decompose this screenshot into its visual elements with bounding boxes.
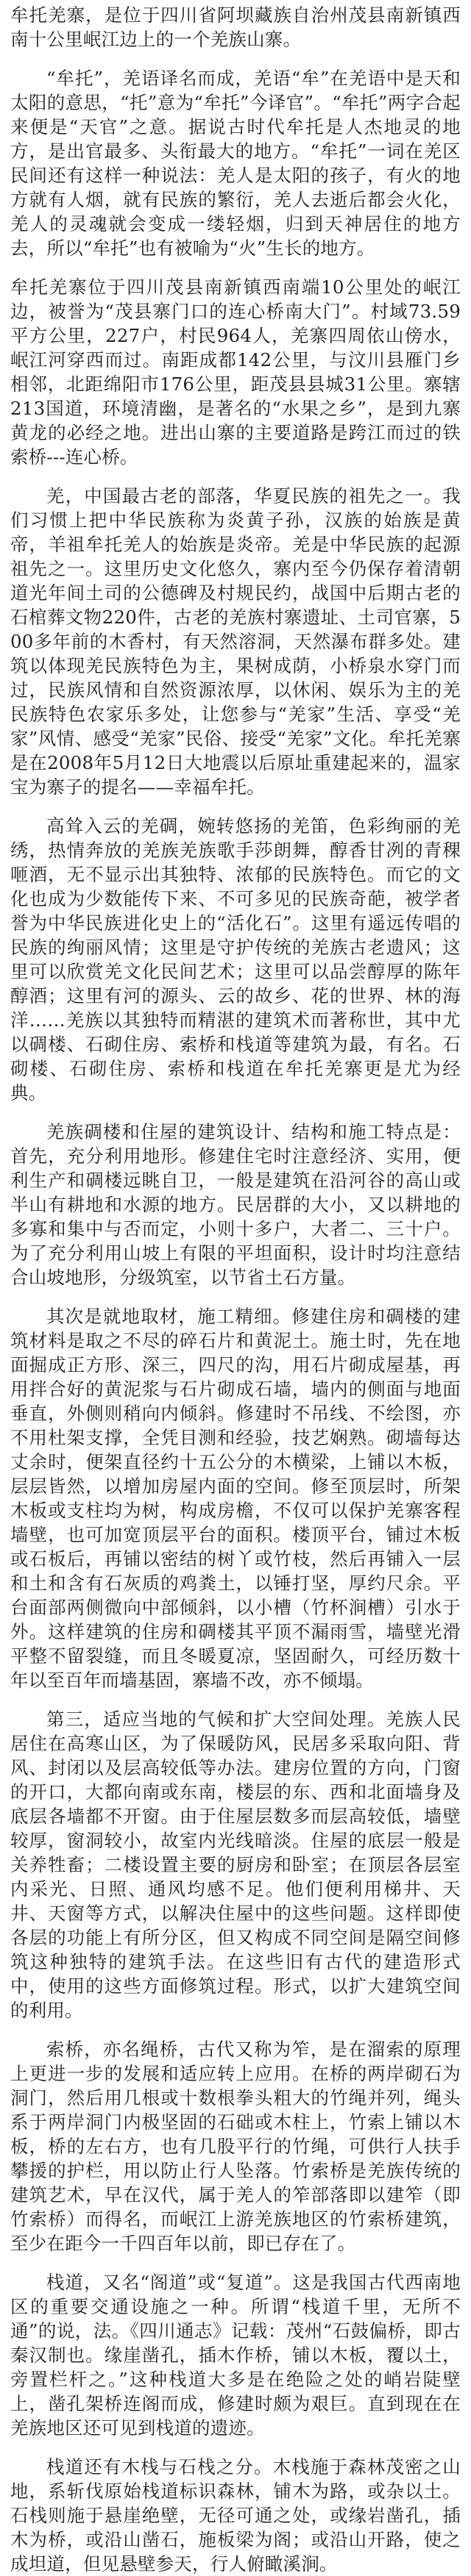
paragraph-location: 牟托羌寨位于四川茂县南新镇西南端10公里处的岷江边，被誉为“茂县寨门口的连心桥南大门”。村域73.59平方公里，227户，村民964人，羌寨四周依山傍水，岷江河穿西而过。南距成都142公里，与汶川县雁门乡相邻，北距绵阳市176公里，距茂县县城31公里。寨辖213国道，环境清幽，是著名的“水果之乡”，是到九寨黄龙的必经之地。进出山寨的主要道路是跨江而过的铁索桥---连心桥。 <box>10 276 461 468</box>
paragraph-rope-bridge: 索桥，亦名绳桥，古代又称为笮，是在溜索的原理上更进一步的发展和适应转上应用。在桥的两岸砌石为洞门，然后用几根或十数根拳头粗大的竹绳并列，绳头系于两岸洞门内极坚固的石础或木柱上，竹索上铺以木板，桥的左右方，也有几股平行的竹绳，可供行人扶手攀援的护栏，用以防止行人坠落。竹索桥是羌族传统的建筑艺术，早在汉代，属于羌人的笮部落即以建笮（即竹索桥）而得名，而岷江上游羌族地区的竹索桥建筑，至少在距今一千四百年以前，即已存在了。 <box>10 2039 461 2254</box>
paragraph-architecture-climate: 第三，适应当地的气候和扩大空间处理。羌族人民居住在高寒山区，为了保暖防风，民居多采取向阳、背风、封闭以及层高较低等办法。建房位置的方向，门窗的开口，大都向南或东南，楼层的东、西和北面墙身及底层各墙都不开窗。由于住屋层数多而层高较低，墙壁较厚，窗洞较小，故室内光线暗淡。住屋的底层一般是关养牲畜；二楼设置主要的厨房和卧室；在顶层各层室内采光、日照、通风均感不足。他们便利用梯井、天井、天窗等方式，以解决住屋中的这些问题。这样即使各层的功能上有所分区，但又构成不同空间是隔空间修筑这种独特的建筑手法。在这些旧有古代的建造形式中，使用的这些方面修筑过程。形式，以扩大建筑空间的利用。 <box>10 1709 461 2021</box>
paragraph-intro: 牟托羌寨，是位于四川省阿坝藏族自治州茂县南新镇西南十公里岷江边上的一个羌族山寨。 <box>10 4 461 50</box>
paragraph-architecture-terrain: 羌族碉楼和住屋的建筑设计、结构和施工特点是：首先，充分利用地形。修建住宅时注意经济、实用，便利生产和碉楼远眺自卫，一般是建筑在沿河谷的高山或半山有耕地和水源的地方。民居群的大小，又以耕地的多寡和集中与否而定，小则十多户，大者二、三十户。为了充分利用山坡上有限的平坦面积，设计时均注意结合山坡地形，分级筑室，以节省土石方量。 <box>10 1121 461 1288</box>
paragraph-history: 羌，中国最古老的部落，华夏民族的祖先之一。我们习惯上把中华民族称为炎黄子孙，汉族的始族是黄帝，羊祖牟托羌人的始族是炎帝。羌是中华民族的起源祖先之一。这里历史文化悠久，寨内至今仍保存着清朝道光年间土司的公德碑及村规民约，战国中后期古老的石棺葬文物220件，古老的羌族村寨遗址、土司官寨，500多年前的木香村，有天然溶洞，天然瀑布群多处。建筑以体现羌民族特色为主，果树成荫，小桥泉水穿门而过，民族风情和自然资源浓厚，以休闲、娱乐为主的羌民族特色农家乐多处，让您参与“羌家”生活、享受“羌家”风情、感受“羌家”民俗、接受“羌家”文化。牟托羌寨是在2008年5月12日大地震以后原址重建起来的，温家宝为寨子的提名——幸福牟托。 <box>10 485 461 798</box>
paragraph-architecture-materials: 其次是就地取材，施工精细。修建住房和碉楼的建筑材料是取之不尽的碎石片和黄泥土。施土时，先在地面掘成正方形、深三，四尺的沟，用石片砌成屋基，再用拌合好的黄泥浆与石片砌成石墙，墙内的侧面与地面垂直，外侧则稍向内倾斜。修建时不吊线、不绘图，亦不用杜架支撑，全凭目测和经验，技艺娴熟。砌墙每达丈余时，便架直径约十五公分的木横梁，上铺以木板，层层皆然，以增加房屋内面的空间。修至顶层时，所架木板或支柱均为树，构成房檐，不仅可以保护羌寨客程墙壁，也可加宽顶层平台的面积。楼顶平台，铺过木板或石板后，再铺以密结的树丫或竹枝，然后再铺入一层和土和含有石灰质的鸡粪土，以锤打坚，厚约尺余。平台面部两侧微向中部倾斜，以小槽（竹杯涧槽）引水于外。这样建筑的住房和碉楼其平顶不漏雨雪，墙壁光滑平整不留裂缝，而且冬暖夏凉，坚固耐久，可经历数十年以至百年而墙基固，寨墙不改，亦不倾塌。 <box>10 1306 461 1691</box>
paragraph-culture: 高耸入云的羌碉，婉转悠扬的羌笛，色彩绚丽的羌绣，热情奔放的羌族羌族歌手莎朗舞，醇香甘冽的青稞咂酒，无不显示出其独特、浓郁的民族特色。而它的文化也成为少数能传下来、不可多见的民族奇葩，被学者誉为中华民族进化史上的“活化石”。这里有遥远传唱的民族的绚丽风情；这里是守护传统的羌族古老遗风；这里可以欣赏羌文化民间艺术；这里可以品尝醇厚的陈年醇酒；这里有河的源头、云的故乡、花的世界、林的海洋……羌族以其独特而精湛的建筑术而著称世，其中尤以碉楼、石砌住房、索桥和栈道等建筑为最，有名。石砌楼、石砌住房、索桥和栈道在牟托羌寨更是尤为经典。 <box>10 815 461 1103</box>
paragraph-name-meaning: “牟托”，羌语译名而成，羌语“牟”在羌语中是天和太阳的意思，“托”意为“牟托”今译官”。“牟托”两字合起来便是“天官”之意。据说古时代牟托是人杰地灵的地方，是出官最多、头衔最大的地方。“牟托”一词在羌区民间还有这样一种说法：羌人是太阳的孩子，有火的地方就有人烟，就有民族的繁衍，羌人去逝后都会火化，羌人的灵魂就会变成一缕轻烟，归到天神居住的地方去，所以“牟托”也有被喻为“火”生长的地方。 <box>10 68 461 259</box>
paragraph-plank-road: 栈道，又名“阁道”或“复道”。这是我国古代西南地区的重要交通设施之一种。所谓“栈道千里，无所不通”的说，法。《四川通志》记载：茂州“石鼓偏桥，即古秦汉制也。缘崖凿孔，插木作桥，铺以木板，覆以土，旁置栏杆之。”这种栈道大多是在绝险之处的峭岩陡壁上，凿孔架桥连阁而成，修建时颇为艰巨。直到现在在羌族地区还可见到栈道的遗迹。 <box>10 2272 461 2439</box>
paragraph-plank-road-types: 栈道还有木栈与石栈之分。木栈施于森林茂密之山地，系斩伐原始栈道标识森林，铺木为路，或杂以土。石栈则施于悬崖绝壁，无径可通之处，或缘岩凿孔，插木为桥，或沿山凿石，施板梁为阁；或沿山开路，使之成坦道，但见悬壁参天，行人俯瞰溪涧。 <box>10 2456 461 2575</box>
